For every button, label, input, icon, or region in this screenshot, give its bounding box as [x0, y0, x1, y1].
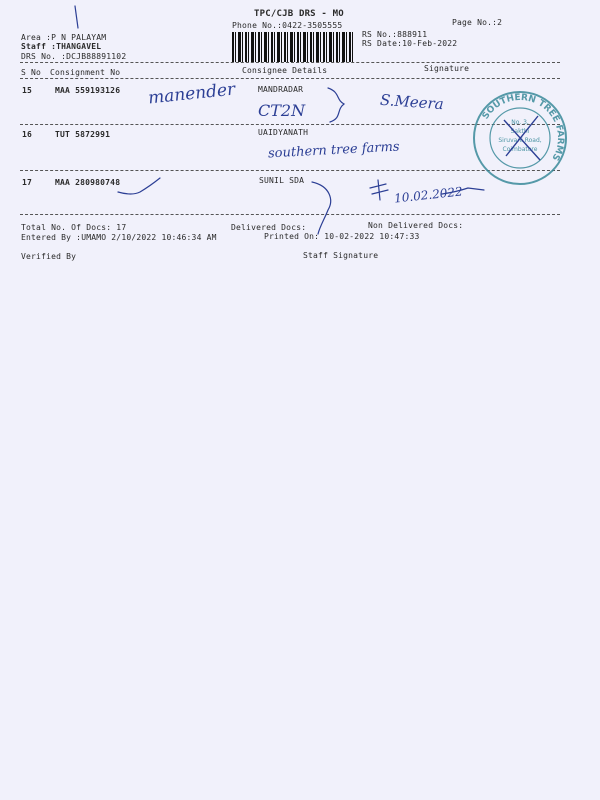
handwritten-signature: CT2N: [258, 101, 306, 120]
staff-field: Staff :THANGAVEL: [21, 42, 102, 51]
page-number: Page No.:2: [452, 18, 503, 27]
row-17-consignee: SUNIL SDA: [259, 176, 305, 185]
phone-number: Phone No.:0422-3505555: [232, 21, 343, 30]
col-header-consignment: Consignment No: [50, 68, 121, 77]
stamp-line-3: Siruvani Road,: [498, 137, 542, 144]
stamp-line-4: Coimbatore: [502, 146, 538, 153]
row-16-sno: 16: [22, 130, 33, 139]
document-title: TPC/CJB DRS - MO: [254, 9, 344, 19]
col-header-sno: S No: [21, 68, 42, 77]
non-delivered-docs: Non Delivered Docs:: [368, 221, 464, 230]
verified-by: Verified By: [21, 252, 77, 261]
row-16-consignment: TUT 5872991: [55, 130, 111, 139]
handwritten-name: manender: [147, 79, 237, 109]
total-docs: Total No. Of Docs: 17: [21, 223, 127, 232]
rs-date: RS Date:10-Feb-2022: [362, 39, 458, 48]
handwritten-receiver: S.Meera: [379, 90, 445, 114]
row-16-consignee: UAIDYANATH: [258, 128, 309, 137]
entered-by: Entered By :UMAMO 2/10/2022 10:46:34 AM: [21, 233, 217, 242]
drs-number: DRS No. :DCJB88891102: [21, 52, 127, 61]
col-header-consignee: Consignee Details: [242, 66, 328, 75]
row-15-sno: 15: [22, 86, 33, 95]
row-17-sno: 17: [22, 178, 33, 187]
row-17-consignment: MAA 280980748: [55, 178, 121, 187]
stamp-line-2: Sakthi: [510, 128, 530, 135]
handwritten-note: southern tree farms: [267, 139, 400, 162]
col-header-signature: Signature: [424, 64, 470, 73]
stamp-line-1: No. 3,: [511, 119, 529, 126]
printed-on: Printed On: 10-02-2022 10:47:33: [264, 232, 420, 241]
stamp-ring-text: SOUTHERN TREE FARMS: [480, 92, 566, 162]
row-15-consignment: MAA 559193126: [55, 86, 121, 95]
delivered-docs: Delivered Docs:: [231, 223, 307, 232]
row-15-consignee: MANDRADAR: [258, 85, 304, 94]
staff-signature: Staff Signature: [303, 251, 379, 260]
handwritten-date: 10.02.2022: [393, 184, 464, 206]
rs-number: RS No.:888911: [362, 30, 428, 39]
area-field: Area :P N PALAYAM: [21, 33, 107, 42]
